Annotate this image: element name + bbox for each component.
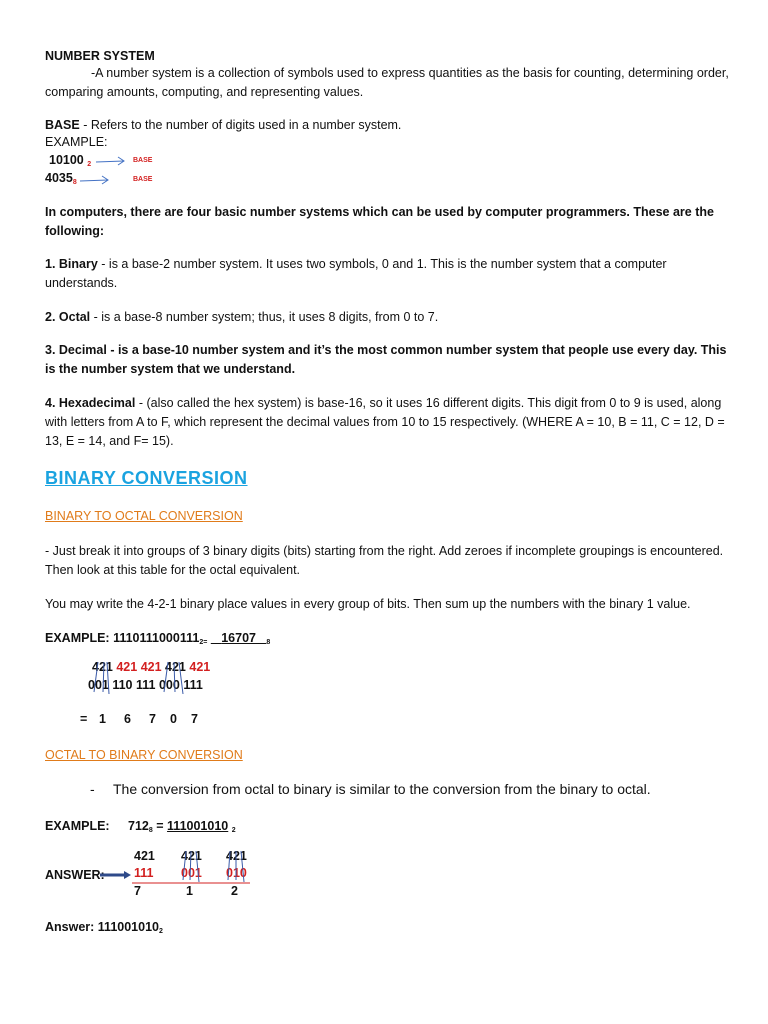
b2o-example-binary: 1110111000111: [113, 631, 200, 645]
b2o-paragraph-2: You may write the 4-2-1 binary place values in every group of bits. Then sum up the numbers with the binary 1 value.: [45, 597, 691, 611]
b2o-result-digit-4: 0: [170, 712, 177, 726]
system-hexadecimal: [45, 394, 735, 451]
b2o-group-3: 111: [136, 678, 156, 692]
system-octal-text: - is a base-8 number system; thus, it uses 8 digits, from 0 to 7.: [90, 310, 439, 324]
b2o-example-answer: [211, 631, 267, 645]
page-title: NUMBER SYSTEM: [45, 49, 155, 63]
four-systems-intro: In computers, there are four basic number systems which can be used by computer programmers. These are the following:: [45, 205, 714, 238]
o2b-example-eq: =: [156, 819, 164, 833]
b2o-group-2: 110: [112, 678, 133, 692]
b2o-group-5: 111: [183, 678, 203, 692]
o2b-example-label: EXAMPLE:: [45, 819, 110, 833]
b2o-paragraph-1: - Just break it into groups of 3 binary digits (bits) starting from the right. Add zeroes if incomplete groupings is encountered. Then look at this table for the octal equivalent.: [45, 544, 724, 577]
b2o-group-4: 000: [158, 678, 180, 692]
example-binary-value: 10100: [49, 153, 84, 167]
b2o-place-value-1: 421: [92, 660, 113, 674]
base-annotation-2: BASE: [133, 176, 153, 183]
b2o-place-value-2: 421: [116, 660, 138, 674]
system-binary-text: - is a base-2 number system. It uses two symbols, 0 and 1. This is the number system that a computer understands.: [45, 257, 667, 290]
system-decimal-text: - is a base-10 number system and it’s the most common number system that people use every day. This is the number system that we understand.: [45, 343, 727, 376]
example-label: EXAMPLE:: [45, 135, 108, 149]
b2o-bit-groups: [88, 678, 203, 692]
system-octal-term: 2. Octal: [45, 310, 91, 324]
o2b-digit-2: 1: [186, 884, 193, 898]
intro-paragraph: -A number system is a collection of symbols used to express quantities as the basis for counting, determining order, comparing amounts, computing, and representing values.: [45, 66, 729, 99]
o2b-place-value-1: 421: [134, 849, 155, 863]
system-binary-term: 1. Binary: [45, 257, 98, 271]
base-arrow-2: [80, 176, 108, 184]
binary-to-octal-heading: BINARY TO OCTAL CONVERSION: [45, 509, 243, 523]
o2b-final-sub: 2: [159, 928, 163, 935]
o2b-bullet-text: The conversion from octal to binary is similar to the conversion from the binary to octal.: [113, 781, 651, 797]
b2o-example: [45, 629, 270, 652]
o2b-group-2: 001: [181, 866, 202, 880]
b2o-result-digit-1: 1: [99, 712, 106, 726]
b2o-group-1: 001: [88, 678, 109, 692]
o2b-example-answer: 111001010: [167, 819, 229, 833]
base-definition-text: - Refers to the number of digits used in a number system.: [79, 118, 402, 132]
o2b-group-1: 111: [134, 866, 154, 880]
b2o-example-eq: =: [203, 639, 208, 646]
b2o-result-digit-3: 7: [149, 712, 156, 726]
o2b-group-3: 010: [226, 866, 247, 880]
o2b-digit-3: 2: [231, 884, 238, 898]
base-arrow-1: [96, 157, 124, 165]
o2b-final-value: 111001010: [97, 920, 159, 934]
b2o-example-label: EXAMPLE:: [45, 631, 114, 645]
b2o-answer-sub: 8: [266, 639, 271, 646]
system-decimal-term: 3. Decimal: [45, 343, 107, 357]
o2b-example-octal: 712: [128, 819, 149, 833]
system-octal: [45, 308, 735, 327]
binary-conversion-heading: BINARY CONVERSION: [45, 468, 248, 488]
o2b-answer-sub: 2: [231, 827, 236, 834]
base-annotation-1: BASE: [133, 157, 153, 164]
system-hex-text: - (also called the hex system) is base-16, so it uses 16 different digits. This digit from 0 to 9 is used, along with letters from A to F, which represent the decimal values from 10 to 15 respectively. (WHERE A = 10, B = 11, C = 12, D = 13, E = 14, and F= 15).: [45, 396, 725, 448]
example-octal-base-sub: 8: [72, 179, 77, 186]
o2b-final-answer: [45, 918, 163, 941]
o2b-example-sub: 8: [148, 827, 153, 834]
b2o-result-digit-5: 7: [191, 712, 198, 726]
o2b-digit-1: 7: [134, 884, 141, 898]
b2o-result-eq: =: [80, 712, 88, 726]
system-binary: [45, 255, 735, 293]
o2b-answer-label: ANSWER:: [45, 868, 105, 882]
b2o-example-answer-value: 16707: [221, 631, 256, 645]
b2o-example-sub: 2: [199, 639, 204, 646]
b2o-place-value-4: 421: [165, 660, 186, 674]
o2b-bullet-dash: -: [90, 781, 95, 797]
system-decimal: [45, 341, 735, 379]
b2o-result-digit-2: 6: [124, 712, 131, 726]
o2b-example: [128, 817, 236, 840]
o2b-final-label: Answer:: [45, 920, 98, 934]
example-octal-value: 4035: [45, 171, 73, 185]
example-octal: [45, 169, 77, 192]
octal-to-binary-heading: OCTAL TO BINARY CONVERSION: [45, 748, 243, 762]
base-term: BASE: [45, 118, 80, 132]
b2o-place-value-3: 421: [140, 660, 162, 674]
b2o-place-values: [92, 660, 210, 674]
example-binary-base-sub: 2: [87, 161, 92, 168]
o2b-place-value-2: 421: [181, 849, 202, 863]
o2b-place-value-3: 421: [226, 849, 247, 863]
system-hex-term: 4. Hexadecimal: [45, 396, 136, 410]
b2o-place-value-5: 421: [189, 660, 211, 674]
